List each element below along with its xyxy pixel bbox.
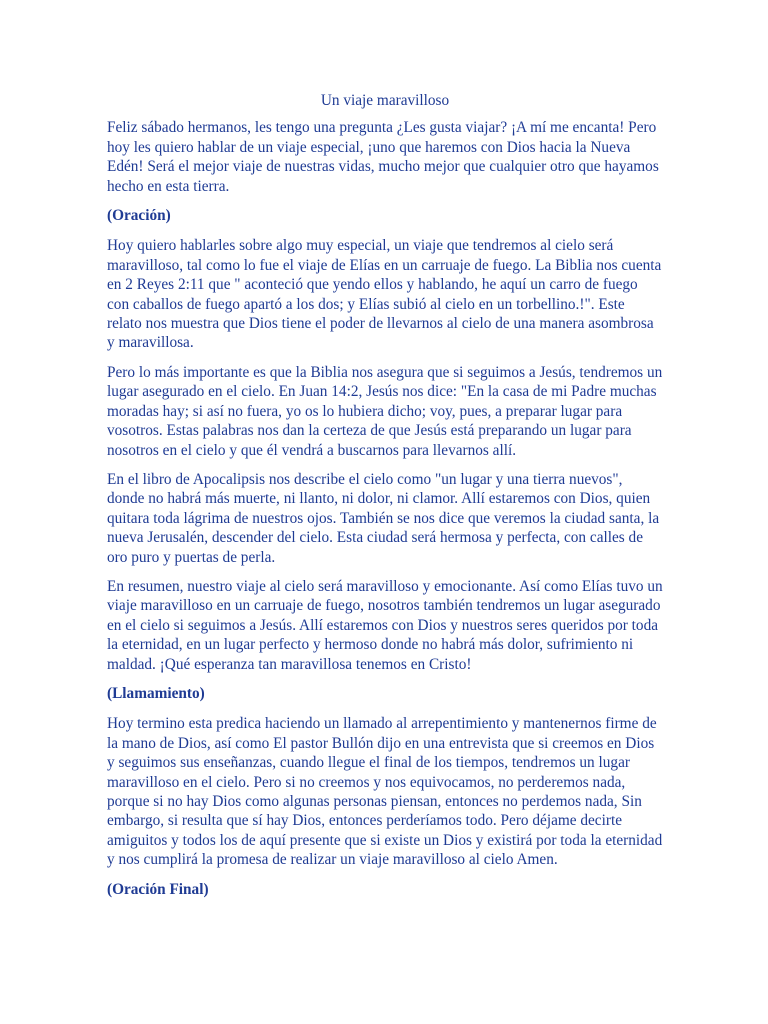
document-body <box>107 91 663 910</box>
paragraph-juan: Pero lo más importante es que la Biblia nos asegura que si seguimos a Jesús, tendremos un lugar asegurado en el cielo. En Juan 14:2, Jesús nos dice: "En la casa de mi Padre muchas moradas hay; si así no fuera, yo os lo hubiera dicho; voy, pues, a preparar lugar para vosotros. Estas palabras nos dan la certeza de que Jesús está preparando un lugar para nosotros en el cielo y que él vendrá a buscarnos para llevarnos allí. <box>107 363 663 459</box>
section-heading-oracion-final: (Oración Final) <box>107 880 209 898</box>
paragraph-llamado: Hoy termino esta predica haciendo un llamado al arrepentimiento y mantenernos firme de la mano de Dios, así como El pastor Bullón dijo en una entrevista que si creemos en Dios y seguimos sus enseñanzas, cuando llegue el final de los tiempos, tendremos un lugar maravilloso en el cielo. Pero si no creemos y nos equivocamos, no perderemos nada, porque si no hay Dios como algunas personas piensan, entonces no perdemos nada, Sin embargo, si resulta que sí hay Dios, entonces perderíamos todo. Pero déjame decirte amiguitos y todos los de aquí presente que si existe un Dios y existirá por toda la eternidad y nos cumplirá la promesa de realizar un viaje maravilloso al cielo Amen. <box>107 715 663 869</box>
document-title: Un viaje maravilloso <box>320 92 450 109</box>
section-heading-llamamiento: (Llamamiento) <box>107 684 205 702</box>
paragraph-resumen: En resumen, nuestro viaje al cielo será maravilloso y emocionante. Así como Elías tuvo un viaje maravilloso en un carruaje de fuego, nosotros también tendremos un lugar asegurado en el cielo si seguimos a Jesús. Allí estaremos con Dios y nuestros seres queridos por toda la eternidad, en un lugar perfecto y hermoso donde no habrá más dolor, sufrimiento ni maldad. ¡Qué esperanza tan maravillosa tenemos en Cristo! <box>107 577 663 673</box>
paragraph-elias: Hoy quiero hablarles sobre algo muy especial, un viaje que tendremos al cielo será maravilloso, tal como lo fue el viaje de Elías en un carruaje de fuego. La Biblia nos cuenta en 2 Reyes 2:11 que " aconteció que yendo ellos y hablando, he aquí un carro de fuego con caballos de fuego apartó a los dos; y Elías subió al cielo en un torbellino.!". Este relato nos muestra que Dios tiene el poder de llevarnos al cielo de una manera asombrosa y maravillosa. <box>107 237 662 352</box>
paragraph-intro: Feliz sábado hermanos, les tengo una pregunta ¿Les gusta viajar? ¡A mí me encanta! Pero hoy les quiero hablar de un viaje especial, ¡uno que haremos con Dios hacia la Nueva Edén! Será el mejor viaje de nuestras vidas, mucho mejor que cualquier otro que hayamos hecho en esta tierra. <box>107 119 659 195</box>
section-heading-oracion: (Oración) <box>107 207 171 225</box>
paragraph-apocalipsis: En el libro de Apocalipsis nos describe el cielo como "un lugar y una tierra nuevos", donde no habrá más muerte, ni llanto, ni dolor, ni clamor. Allí estaremos con Dios, quien quitara toda lágrima de nuestros ojos. También se nos dice que veremos la ciudad santa, la nueva Jerusalén, descender del cielo. Esta ciudad será hermosa y perfecta, con calles de oro puro y puertas de perla. <box>107 470 660 566</box>
